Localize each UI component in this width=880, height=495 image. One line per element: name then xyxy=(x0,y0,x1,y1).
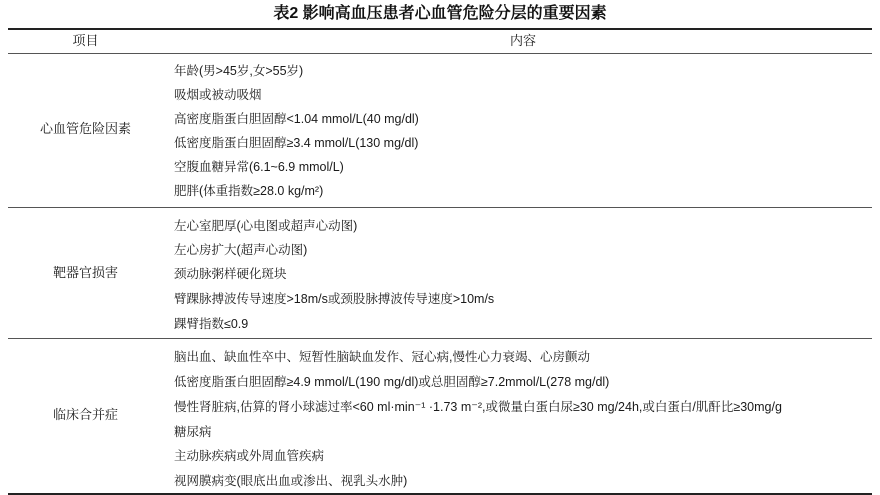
content-line: 视网膜病变(眼底出血或渗出、视乳头水肿) xyxy=(174,474,408,488)
content-line: 踝臂指数≤0.9 xyxy=(174,317,249,331)
content-line: 高密度脂蛋白胆固醇<1.04 mmol/L(40 mg/dl) xyxy=(174,112,419,126)
table-title: 表2 影响高血压患者心血管危险分层的重要因素 xyxy=(273,5,607,22)
content-line: 肥胖(体重指数≥28.0 kg/m²) xyxy=(174,184,324,198)
section-rule xyxy=(8,338,872,339)
section-label: 心血管危险因素 xyxy=(39,121,131,136)
content-line: 空腹血糖异常(6.1~6.9 mmol/L) xyxy=(174,160,344,174)
content-line: 左心房扩大(超声心动图) xyxy=(174,243,308,257)
content-line: 吸烟或被动吸烟 xyxy=(174,88,262,102)
header-item: 项目 xyxy=(72,33,99,48)
content-line: 低密度脂蛋白胆固醇≥4.9 mmol/L(190 mg/dl)或总胆固醇≥7.2mmol/L(278 mg/dl) xyxy=(174,375,610,389)
content-line: 臂踝脉搏波传导速度>18m/s或颈股脉搏波传导速度>10m/s xyxy=(174,292,495,306)
section-label: 临床合并症 xyxy=(52,407,118,422)
section-label: 靶器官损害 xyxy=(52,265,118,280)
content-line: 低密度脂蛋白胆固醇≥3.4 mmol/L(130 mg/dl) xyxy=(174,136,419,150)
section-rule xyxy=(8,207,872,208)
content-line: 年龄(男>45岁,女>55岁) xyxy=(174,64,304,78)
content-line: 主动脉疾病或外周血管疾病 xyxy=(174,449,325,463)
content-line: 糖尿病 xyxy=(174,425,212,439)
header-rule xyxy=(8,53,872,54)
content-line: 左心室肥厚(心电图或超声心动图) xyxy=(174,219,358,233)
content-line: 慢性肾脏病,估算的肾小球滤过率<60 ml·min⁻¹ ·1.73 m⁻²,或微量白蛋白尿≥30 mg/24h,或白蛋白/肌酐比≥30mg/g xyxy=(174,400,782,414)
content-line: 脑出血、缺血性卒中、短暂性脑缺血发作、冠心病,慢性心力衰竭、心房颤动 xyxy=(174,350,590,364)
content-line: 颈动脉粥样硬化斑块 xyxy=(174,267,287,281)
header-content: 内容 xyxy=(509,33,536,48)
